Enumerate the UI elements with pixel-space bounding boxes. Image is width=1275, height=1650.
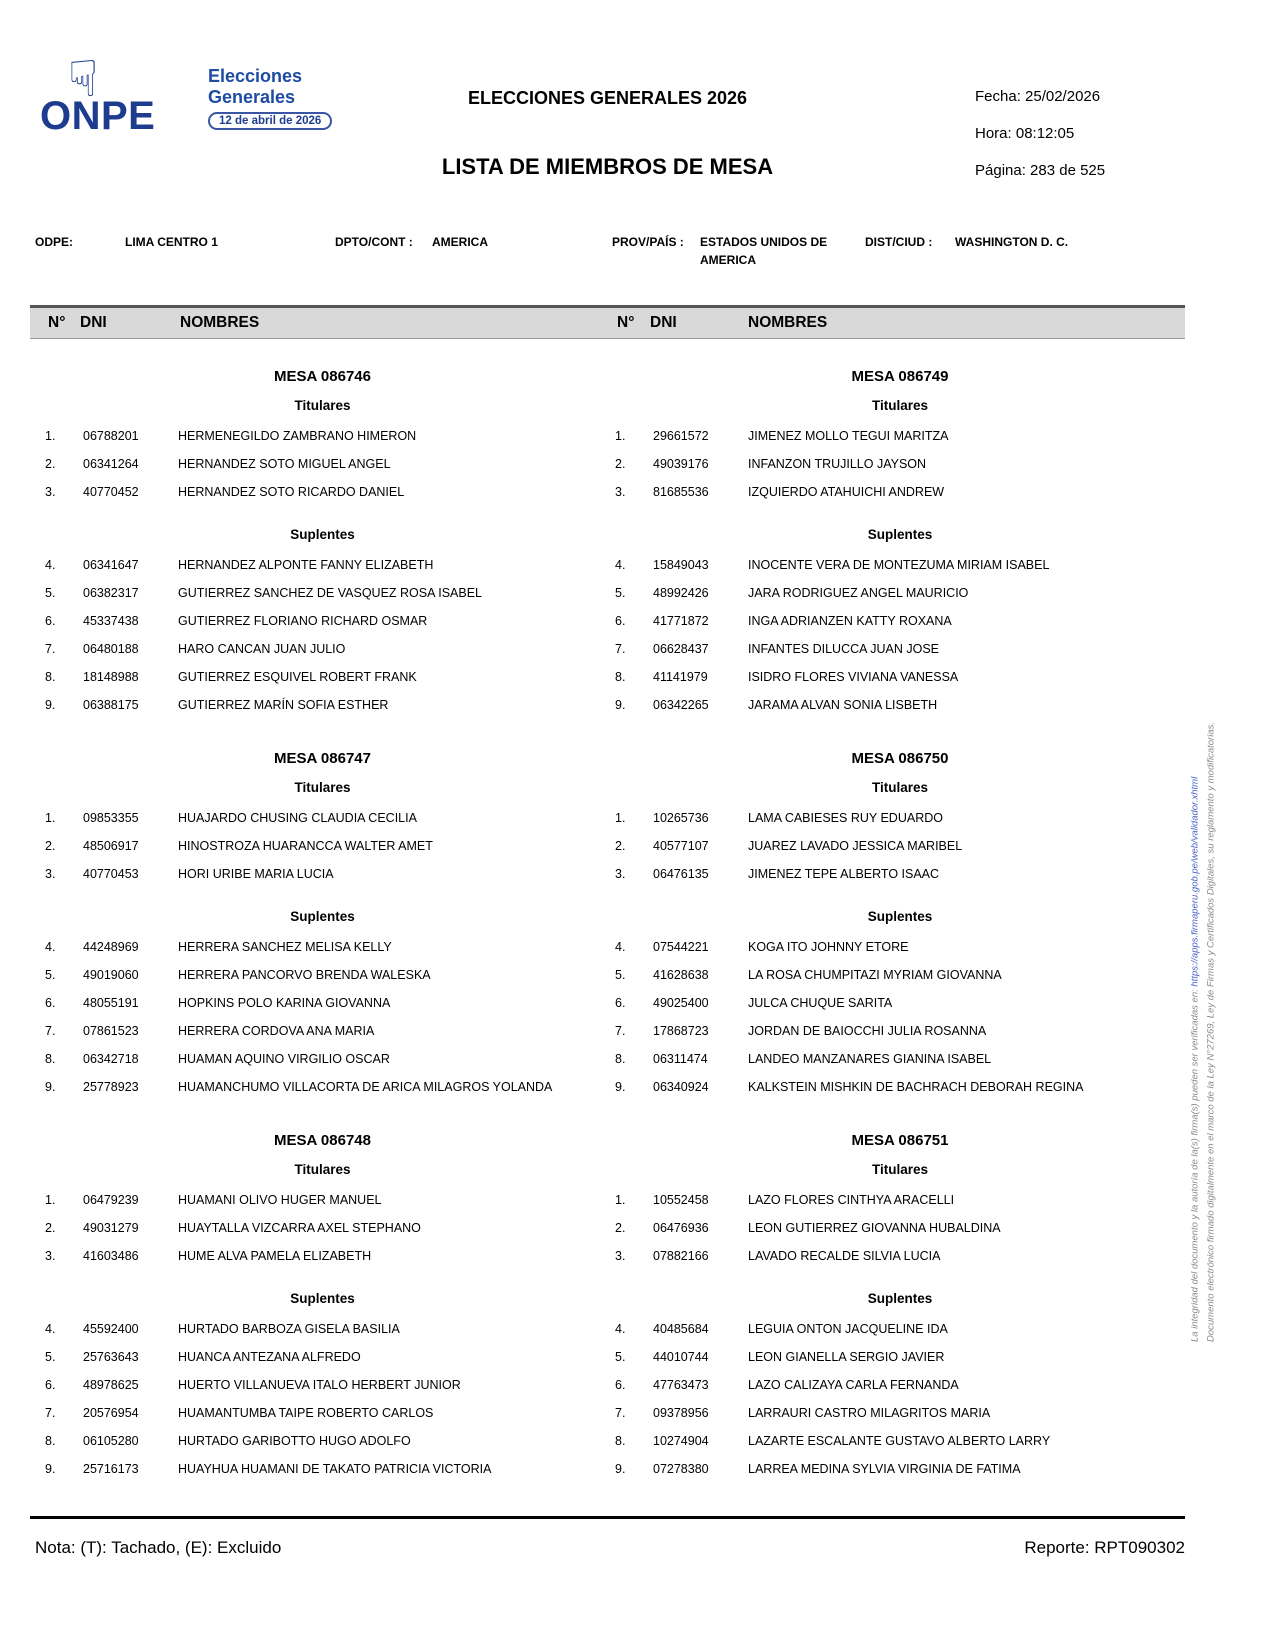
row-dni: 07882166 [653,1249,709,1263]
row-name: HERRERA CORDOVA ANA MARIA [178,1024,375,1038]
row-number: 4. [45,1322,56,1336]
group-label: Titulares [294,398,351,413]
row-number: 3. [615,867,626,881]
dpto-label: DPTO/CONT : [335,235,413,249]
member-row [45,1191,600,1209]
member-row [45,1376,600,1394]
footer-note: Nota: (T): Tachado, (E): Excluido [35,1538,282,1557]
odpe-label: ODPE: [35,235,74,249]
member-row [615,1078,1185,1096]
member-row [615,584,1185,602]
col-header-dni-right: DNI [650,314,677,331]
row-dni: 07861523 [83,1024,139,1038]
row-number: 2. [615,457,626,471]
row-name: JORDAN DE BAIOCCHI JULIA ROSANNA [748,1024,987,1038]
member-row [45,696,600,714]
group-label: Suplentes [290,527,355,542]
col-header-num-right: N° [617,314,635,331]
signature-note-line1: Documento electrónico firmado digitalmente en el marco de la Ley N°27269, Ley de Firmas y Certificados Digitales, su reglamento y modificatorias. [1205,721,1217,1342]
row-number: 8. [615,1434,626,1448]
member-row [45,1247,600,1265]
row-number: 5. [615,968,626,982]
member-row [45,994,600,1012]
row-dni: 06105280 [83,1434,139,1448]
row-dni: 45592400 [83,1322,139,1336]
mesa-title: MESA 086751 [851,1132,949,1149]
row-dni: 10265736 [653,811,709,825]
row-name: LEON GIANELLA SERGIO JAVIER [748,1350,945,1364]
row-dni: 44010744 [653,1350,709,1364]
odpe-value: LIMA CENTRO 1 [125,235,218,249]
row-number: 9. [615,1462,626,1476]
row-dni: 06479239 [83,1193,139,1207]
row-number: 6. [615,996,626,1010]
row-dni: 07544221 [653,940,709,954]
row-dni: 40485684 [653,1322,709,1336]
mesa-title: MESA 086747 [273,750,371,767]
member-row [615,455,1185,473]
member-row [45,1404,600,1422]
row-name: ISIDRO FLORES VIVIANA VANESSA [748,670,959,684]
row-number: 1. [615,429,626,443]
member-row [45,1348,600,1366]
row-number: 1. [45,1193,56,1207]
row-name: INFANZON TRUJILLO JAYSON [748,457,927,471]
row-number: 1. [45,811,56,825]
row-name: INOCENTE VERA DE MONTEZUMA MIRIAM ISABEL [748,558,1050,572]
row-number: 6. [45,996,56,1010]
member-row [615,966,1185,984]
row-dni: 10552458 [653,1193,709,1207]
row-dni: 06340924 [653,1080,709,1094]
row-number: 2. [45,457,56,471]
row-dni: 25763643 [83,1350,139,1364]
row-name: HERRERA SANCHEZ MELISA KELLY [178,940,392,954]
group-label: Suplentes [867,527,933,542]
member-row [615,483,1185,501]
logo-line1: Elecciones [208,66,303,86]
member-row [45,427,600,445]
col-header-num-left: N° [48,314,66,331]
row-number: 3. [615,1249,626,1263]
row-number: 8. [45,1052,56,1066]
mesa-section [45,1132,600,1478]
row-name: HUAJARDO CHUSING CLAUDIA CECILIA [178,811,417,825]
row-number: 3. [45,1249,56,1263]
row-name: LAVADO RECALDE SILVIA LUCIA [748,1249,941,1263]
row-number: 7. [615,642,626,656]
mesa-title: MESA 086748 [273,1132,371,1149]
row-number: 9. [45,1462,56,1476]
member-row [45,1460,600,1478]
row-name: HURTADO BARBOZA GISELA BASILIA [178,1322,400,1336]
row-name: LEON GUTIERREZ GIOVANNA HUBALDINA [748,1221,1001,1235]
row-name: LA ROSA CHUMPITAZI MYRIAM GIOVANNA [748,968,1002,982]
member-row [615,1219,1185,1237]
table-header-bar [30,305,1185,339]
row-dni: 25778923 [83,1080,139,1094]
row-dni: 49031279 [83,1221,139,1235]
row-name: HUAMANI OLIVO HUGER MANUEL [178,1193,382,1207]
col-header-nombres-right: NOMBRES [748,314,828,331]
row-name: HOPKINS POLO KARINA GIOVANNA [178,996,391,1010]
row-dni: 06388175 [83,698,139,712]
row-name: HORI URIBE MARIA LUCIA [178,867,334,881]
row-dni: 49025400 [653,996,709,1010]
dist-label: DIST/CIUD : [865,235,933,249]
member-row [615,1320,1185,1338]
member-row [45,612,600,630]
row-name: LARREA MEDINA SYLVIA VIRGINIA DE FATIMA [748,1462,1021,1476]
fecha-text: Fecha: 25/02/2026 [975,88,1101,105]
row-name: HUAMANCHUMO VILLACORTA DE ARICA MILAGROS YOLANDA [178,1080,553,1094]
row-dni: 45337438 [83,614,139,628]
row-dni: 41771872 [653,614,709,628]
row-dni: 06480188 [83,642,139,656]
row-number: 6. [615,1378,626,1392]
row-dni: 48992426 [653,586,709,600]
row-name: HERRERA PANCORVO BRENDA WALESKA [178,968,431,982]
row-number: 1. [615,811,626,825]
row-number: 6. [45,614,56,628]
row-number: 8. [615,1052,626,1066]
row-name: LANDEO MANZANARES GIANINA ISABEL [748,1052,992,1066]
row-number: 7. [45,1024,56,1038]
mesa-section [615,750,1185,1096]
member-row [615,1247,1185,1265]
member-row [45,1320,600,1338]
row-name: HUERTO VILLANUEVA ITALO HERBERT JUNIOR [178,1378,461,1392]
row-name: INGA ADRIANZEN KATTY ROXANA [748,614,952,628]
group-label: Suplentes [867,1291,933,1306]
row-name: IZQUIERDO ATAHUICHI ANDREW [748,485,945,499]
mesa-column-right [600,344,1185,1488]
member-row [45,584,600,602]
member-row [45,1022,600,1040]
footer-divider [30,1516,1185,1519]
row-dni: 06476936 [653,1221,709,1235]
member-row [615,1432,1185,1450]
row-name: GUTIERREZ FLORIANO RICHARD OSMAR [178,614,428,628]
election-date-badge: 12 de abril de 2026 [208,112,332,130]
row-name: HERNANDEZ ALPONTE FANNY ELIZABETH [178,558,434,572]
member-row [45,865,600,883]
row-number: 5. [615,1350,626,1364]
footer-report: Reporte: RPT090302 [1024,1538,1185,1557]
mesa-title: MESA 086750 [851,750,949,767]
member-row [45,837,600,855]
row-dni: 48506917 [83,839,139,853]
row-name: LARRAURI CASTRO MILAGRITOS MARIA [748,1406,991,1420]
member-row [615,1404,1185,1422]
row-number: 5. [45,1350,56,1364]
member-row [45,455,600,473]
member-row [45,640,600,658]
row-name: JIMENEZ TEPE ALBERTO ISAAC [748,867,940,881]
row-number: 7. [45,642,56,656]
row-number: 6. [45,1378,56,1392]
row-number: 7. [45,1406,56,1420]
member-row [45,1078,600,1096]
row-dni: 41628638 [653,968,709,982]
row-dni: 40770452 [83,485,139,499]
row-dni: 06311474 [653,1052,708,1066]
row-number: 9. [615,1080,626,1094]
row-number: 2. [615,839,626,853]
row-number: 2. [615,1221,626,1235]
row-name: HERNANDEZ SOTO RICARDO DANIEL [178,485,405,499]
mesa-section [615,1132,1185,1478]
member-row [615,1050,1185,1068]
row-number: 9. [45,1080,56,1094]
member-row [615,427,1185,445]
group-label: Suplentes [290,909,355,924]
member-row [45,483,600,501]
row-name: GUTIERREZ MARÍN SOFIA ESTHER [178,698,389,712]
row-name: JULCA CHUQUE SARITA [748,996,893,1010]
row-dni: 29661572 [653,429,709,443]
row-name: JARAMA ALVAN SONIA LISBETH [748,698,938,712]
row-dni: 49019060 [83,968,139,982]
member-row [45,1219,600,1237]
row-number: 4. [615,558,626,572]
row-number: 4. [615,940,626,954]
row-number: 7. [615,1406,626,1420]
member-row [615,938,1185,956]
logo-line2: Generales [208,86,296,107]
row-dni: 25716173 [83,1462,139,1476]
row-dni: 41141979 [653,670,708,684]
member-row [45,668,600,686]
row-dni: 06382317 [83,586,139,600]
member-row [615,1460,1185,1478]
group-label: Suplentes [867,909,933,924]
row-name: LAZARTE ESCALANTE GUSTAVO ALBERTO LARRY [748,1434,1051,1448]
row-name: KOGA ITO JOHNNY ETORE [748,940,909,954]
row-name: GUTIERREZ SANCHEZ DE VASQUEZ ROSA ISABEL [178,586,482,600]
row-dni: 06342718 [83,1052,139,1066]
member-row [615,556,1185,574]
row-number: 3. [615,485,626,499]
member-row [615,809,1185,827]
group-label: Titulares [871,1162,929,1177]
row-dni: 06341647 [83,558,139,572]
mesa-column-left [30,344,600,1488]
row-dni: 15849043 [653,558,709,572]
row-dni: 47763473 [653,1378,709,1392]
member-row [615,1022,1185,1040]
mesa-columns [30,344,1185,1488]
row-dni: 06476135 [653,867,709,881]
row-dni: 48055191 [83,996,139,1010]
member-row [615,612,1185,630]
row-number: 1. [45,429,56,443]
row-number: 3. [45,485,56,499]
digital-signature-note [1177,492,1219,1342]
col-header-dni-left: DNI [80,314,107,331]
row-dni: 07278380 [653,1462,709,1476]
mesa-section [615,368,1185,714]
group-label: Titulares [871,398,929,413]
row-number: 4. [615,1322,626,1336]
row-name: HINOSTROZA HUARANCCA WALTER AMET [178,839,433,853]
report-title: ELECCIONES GENERALES 2026 [467,88,748,108]
dpto-value: AMERICA [432,235,488,249]
row-name: LAZO FLORES CINTHYA ARACELLI [748,1193,955,1207]
row-name: HUAYTALLA VIZCARRA AXEL STEPHANO [178,1221,421,1235]
row-number: 5. [45,968,56,982]
row-name: HERMENEGILDO ZAMBRANO HIMERON [178,429,417,443]
row-name: HUME ALVA PAMELA ELIZABETH [178,1249,372,1263]
group-label: Suplentes [290,1291,355,1306]
row-dni: 09378956 [653,1406,709,1420]
onpe-wordmark: ONPE [40,94,156,138]
row-number: 7. [615,1024,626,1038]
row-number: 5. [45,586,56,600]
row-dni: 81685536 [653,485,709,499]
row-name: HARO CANCAN JUAN JULIO [178,642,346,656]
row-number: 8. [45,1434,56,1448]
row-number: 9. [45,698,56,712]
row-name: HUAMAN AQUINO VIRGILIO OSCAR [178,1052,390,1066]
row-name: JARA RODRIGUEZ ANGEL MAURICIO [748,586,969,600]
row-dni: 18148988 [83,670,139,684]
row-dni: 06628437 [653,642,709,656]
group-label: Titulares [871,780,929,795]
row-dni: 17868723 [653,1024,709,1038]
row-dni: 06788201 [83,429,139,443]
member-row [615,640,1185,658]
prov-label: PROV/PAÍS : [612,235,684,249]
row-name: JIMENEZ MOLLO TEGUI MARITZA [748,429,949,443]
group-label: Titulares [294,780,351,795]
member-row [615,1376,1185,1394]
row-name: LAMA CABIESES RUY EDUARDO [748,811,943,825]
member-row [45,556,600,574]
row-number: 6. [615,614,626,628]
hora-text: Hora: 08:12:05 [975,125,1075,142]
row-number: 2. [45,839,56,853]
row-name: HERNANDEZ SOTO MIGUEL ANGEL [178,457,391,471]
member-row [615,1191,1185,1209]
row-name: INFANTES DILUCCA JUAN JOSE [748,642,940,656]
row-number: 8. [45,670,56,684]
row-dni: 20576954 [83,1406,139,1420]
col-header-nombres-left: NOMBRES [180,314,260,331]
mesa-section [45,368,600,714]
member-row [615,837,1185,855]
date-info-block [975,88,1105,199]
row-dni: 10274904 [653,1434,709,1448]
row-dni: 06342265 [653,698,709,712]
row-number: 4. [45,940,56,954]
prov-value: ESTADOS UNIDOS DE AMERICA [700,235,828,267]
pagina-text: Página: 283 de 525 [975,162,1106,179]
member-row [45,809,600,827]
member-row [45,1050,600,1068]
dist-value: WASHINGTON D. C. [955,235,1069,249]
row-number: 3. [45,867,56,881]
member-row [45,1432,600,1450]
signature-note-line2-prefix: La integridad del documento y la autoría de la(s) firma(s) pueden ser verificadas en: [1189,986,1201,1342]
row-name: KALKSTEIN MISHKIN DE BACHRACH DEBORAH REGINA [748,1080,1084,1094]
member-row [615,696,1185,714]
row-dni: 49039176 [653,457,709,471]
row-name: HUAYHUA HUAMANI DE TAKATO PATRICIA VICTORIA [178,1462,492,1476]
row-number: 1. [615,1193,626,1207]
mesa-title: MESA 086746 [273,368,371,385]
group-label: Titulares [294,1162,351,1177]
row-name: LAZO CALIZAYA CARLA FERNANDA [748,1378,959,1392]
row-number: 4. [45,558,56,572]
row-number: 2. [45,1221,56,1235]
mesa-title: MESA 086749 [851,368,949,385]
member-row [615,994,1185,1012]
member-row [615,1348,1185,1366]
member-row [615,865,1185,883]
member-row [45,938,600,956]
row-dni: 40577107 [653,839,709,853]
row-name: HURTADO GARIBOTTO HUGO ADOLFO [178,1434,411,1448]
row-dni: 09853355 [83,811,139,825]
row-dni: 41603486 [83,1249,139,1263]
row-name: HUANCA ANTEZANA ALFREDO [178,1350,361,1364]
member-row [45,966,600,984]
row-name: LEGUIA ONTON JACQUELINE IDA [748,1322,948,1336]
row-dni: 48978625 [83,1378,139,1392]
row-name: JUAREZ LAVADO JESSICA MARIBEL [748,839,963,853]
row-number: 8. [615,670,626,684]
row-number: 9. [615,698,626,712]
pointing-hand-icon: ☟ [68,50,99,108]
row-dni: 40770453 [83,867,139,881]
row-name: HUAMANTUMBA TAIPE ROBERTO CARLOS [178,1406,434,1420]
row-number: 5. [615,586,626,600]
page-title: LISTA DE MIEMBROS DE MESA [441,154,774,179]
signature-note-line2 [1188,492,1204,1342]
row-name: GUTIERREZ ESQUIVEL ROBERT FRANK [178,670,417,684]
validador-url-link[interactable]: https://apps.firmaperu.gob.pe/web/validador.xhtml [1189,776,1201,987]
row-dni: 06341264 [83,457,139,471]
row-dni: 44248969 [83,940,139,954]
member-row [615,668,1185,686]
mesa-section [45,750,600,1096]
